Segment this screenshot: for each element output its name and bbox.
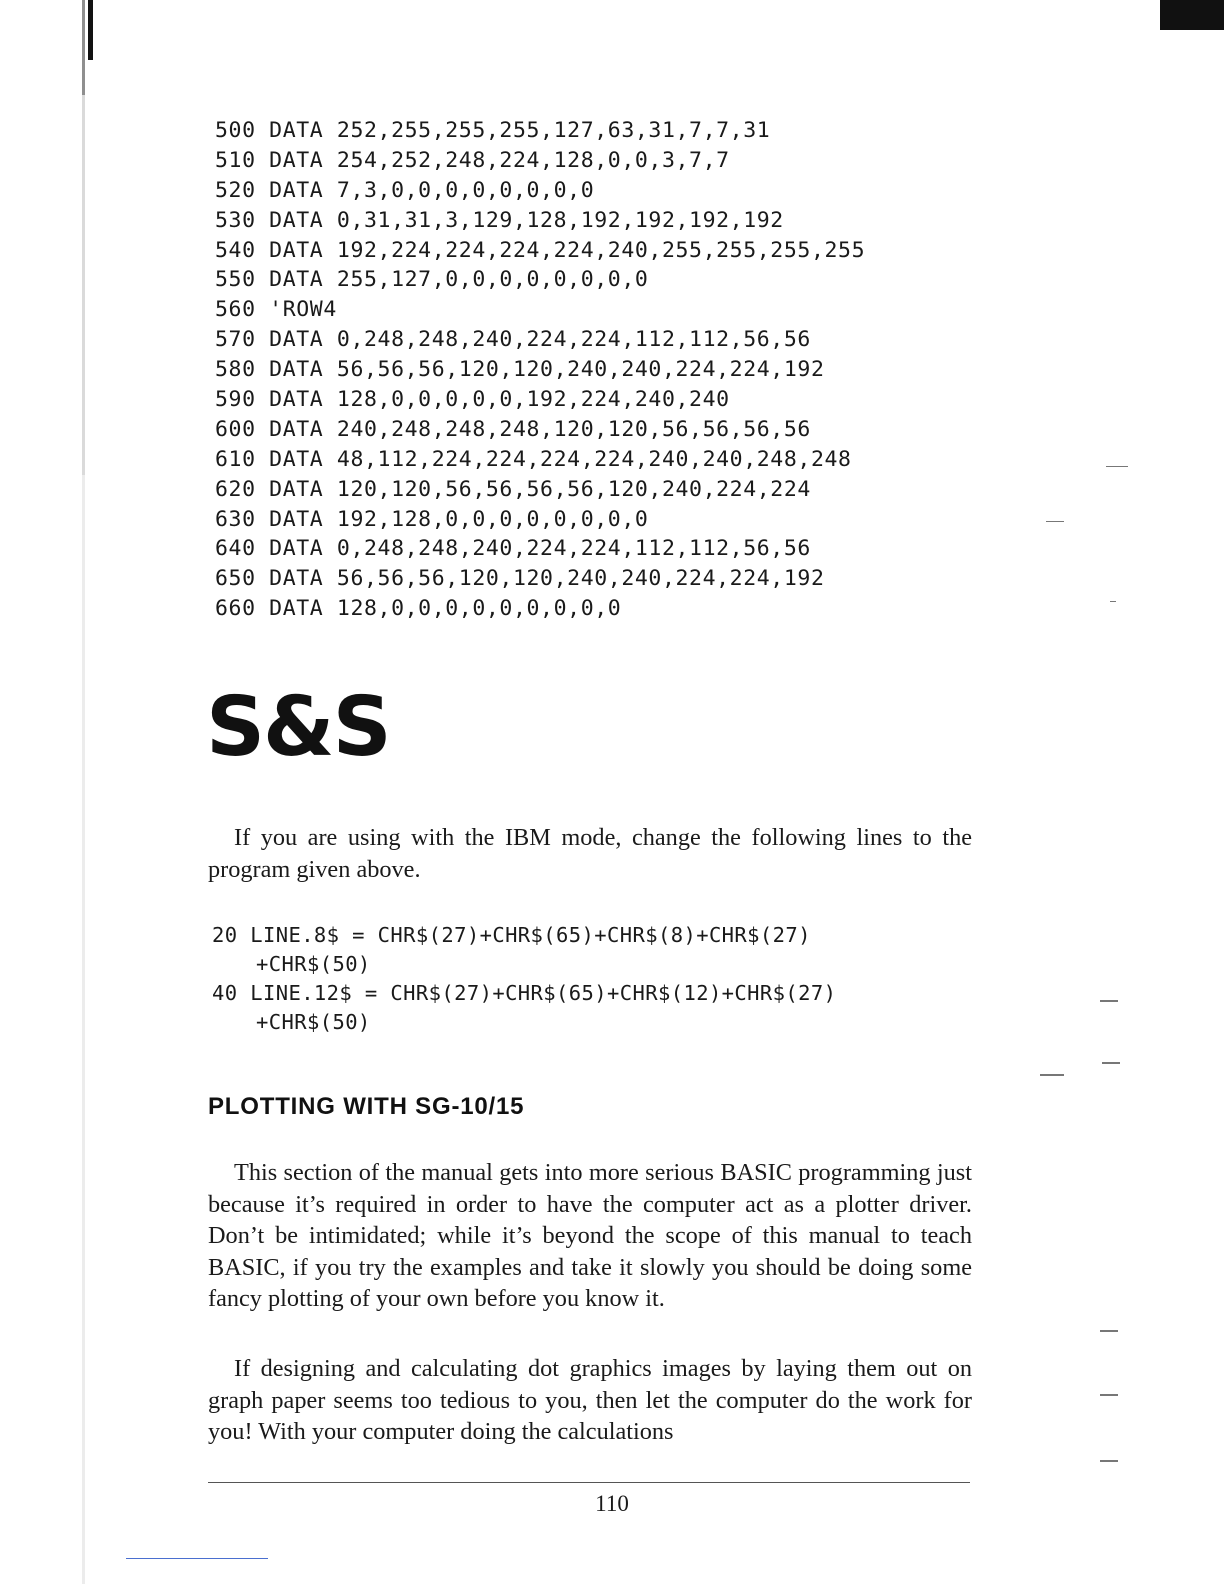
ibm-code-line — [212, 979, 836, 1037]
code-line: 540 DATA 192,224,224,224,224,240,255,255,255,255 — [215, 237, 866, 263]
code-line-main: 40 LINE.12$ = CHR$(27)+CHR$(65)+CHR$(12)+CHR$(27) — [212, 981, 837, 1005]
margin-tick — [1102, 1062, 1120, 1064]
printed-logo: S&S — [206, 680, 390, 775]
ibm-intro-paragraph: If you are using with the IBM mode, change the following lines to the program given above. — [208, 824, 972, 883]
margin-tick — [1100, 1330, 1118, 1332]
ibm-code-listing — [212, 921, 836, 1037]
code-line: 550 DATA 255,127,0,0,0,0,0,0,0,0 — [215, 267, 649, 293]
margin-tick — [1110, 601, 1116, 602]
margin-tick — [1100, 1394, 1118, 1396]
code-line: 580 DATA 56,56,56,120,120,240,240,224,224,192 — [215, 357, 825, 383]
code-line-continuation: +CHR$(50) — [256, 952, 371, 976]
code-line: 560 'ROW4 — [215, 297, 337, 323]
code-line: 630 DATA 192,128,0,0,0,0,0,0,0,0 — [215, 506, 649, 532]
margin-tick — [1100, 1000, 1118, 1002]
code-line: 600 DATA 240,248,248,248,120,120,56,56,56,56 — [215, 416, 811, 442]
scan-edge-mark — [88, 0, 93, 60]
code-line: 510 DATA 254,252,248,224,128,0,0,3,7,7 — [215, 147, 730, 173]
body-paragraph: If designing and calculating dot graphics images by laying them out on graph paper seems too tedious to you, then let the computer do the work for you! With your computer doing the calculations — [208, 1355, 972, 1445]
margin-tick — [1040, 1074, 1064, 1076]
code-line-main: 20 LINE.8$ = CHR$(27)+CHR$(65)+CHR$(8)+CHR$(27) — [212, 923, 811, 947]
section-heading: PLOTTING WITH SG-10/15 — [208, 1093, 525, 1120]
code-line: 530 DATA 0,31,31,3,129,128,192,192,192,192 — [215, 207, 784, 233]
margin-tick — [1046, 521, 1064, 522]
code-line: 500 DATA 252,255,255,255,127,63,31,7,7,31 — [215, 118, 771, 143]
margin-tick — [1106, 466, 1128, 467]
code-line: 640 DATA 0,248,248,240,224,224,112,112,56,56 — [215, 536, 811, 562]
code-line: 610 DATA 48,112,224,224,224,224,240,240,248,248 — [215, 446, 852, 472]
margin-tick — [1100, 1460, 1118, 1462]
scan-blue-line — [126, 1558, 268, 1559]
basic-data-listing — [215, 116, 865, 624]
code-line: 660 DATA 128,0,0,0,0,0,0,0,0,0 — [215, 596, 622, 622]
ibm-code-line — [212, 921, 836, 979]
code-line-continuation: +CHR$(50) — [256, 1010, 371, 1034]
footer-rule — [208, 1482, 970, 1483]
code-line: 650 DATA 56,56,56,120,120,240,240,224,224,192 — [215, 566, 825, 592]
code-line: 520 DATA 7,3,0,0,0,0,0,0,0,0 — [215, 177, 595, 203]
scan-corner-mark — [1160, 0, 1224, 30]
code-line: 590 DATA 128,0,0,0,0,0,192,224,240,240 — [215, 387, 730, 413]
code-line: 620 DATA 120,120,56,56,56,56,120,240,224,224 — [215, 476, 811, 502]
body-paragraph: This section of the manual gets into more serious BASIC programming just because it’s required in order to have the computer act as a plotter driver. Don’t be intimidated; while it’s beyond the scope of this manual to teach BASIC, if you try the examples and take it slowly you should be doing some fancy plotting of your own before you know it. — [208, 1159, 972, 1312]
page-number: 110 — [595, 1491, 629, 1516]
code-line: 570 DATA 0,248,248,240,224,224,112,112,56,56 — [215, 327, 811, 353]
scan-edge-shadow — [82, 0, 85, 1584]
